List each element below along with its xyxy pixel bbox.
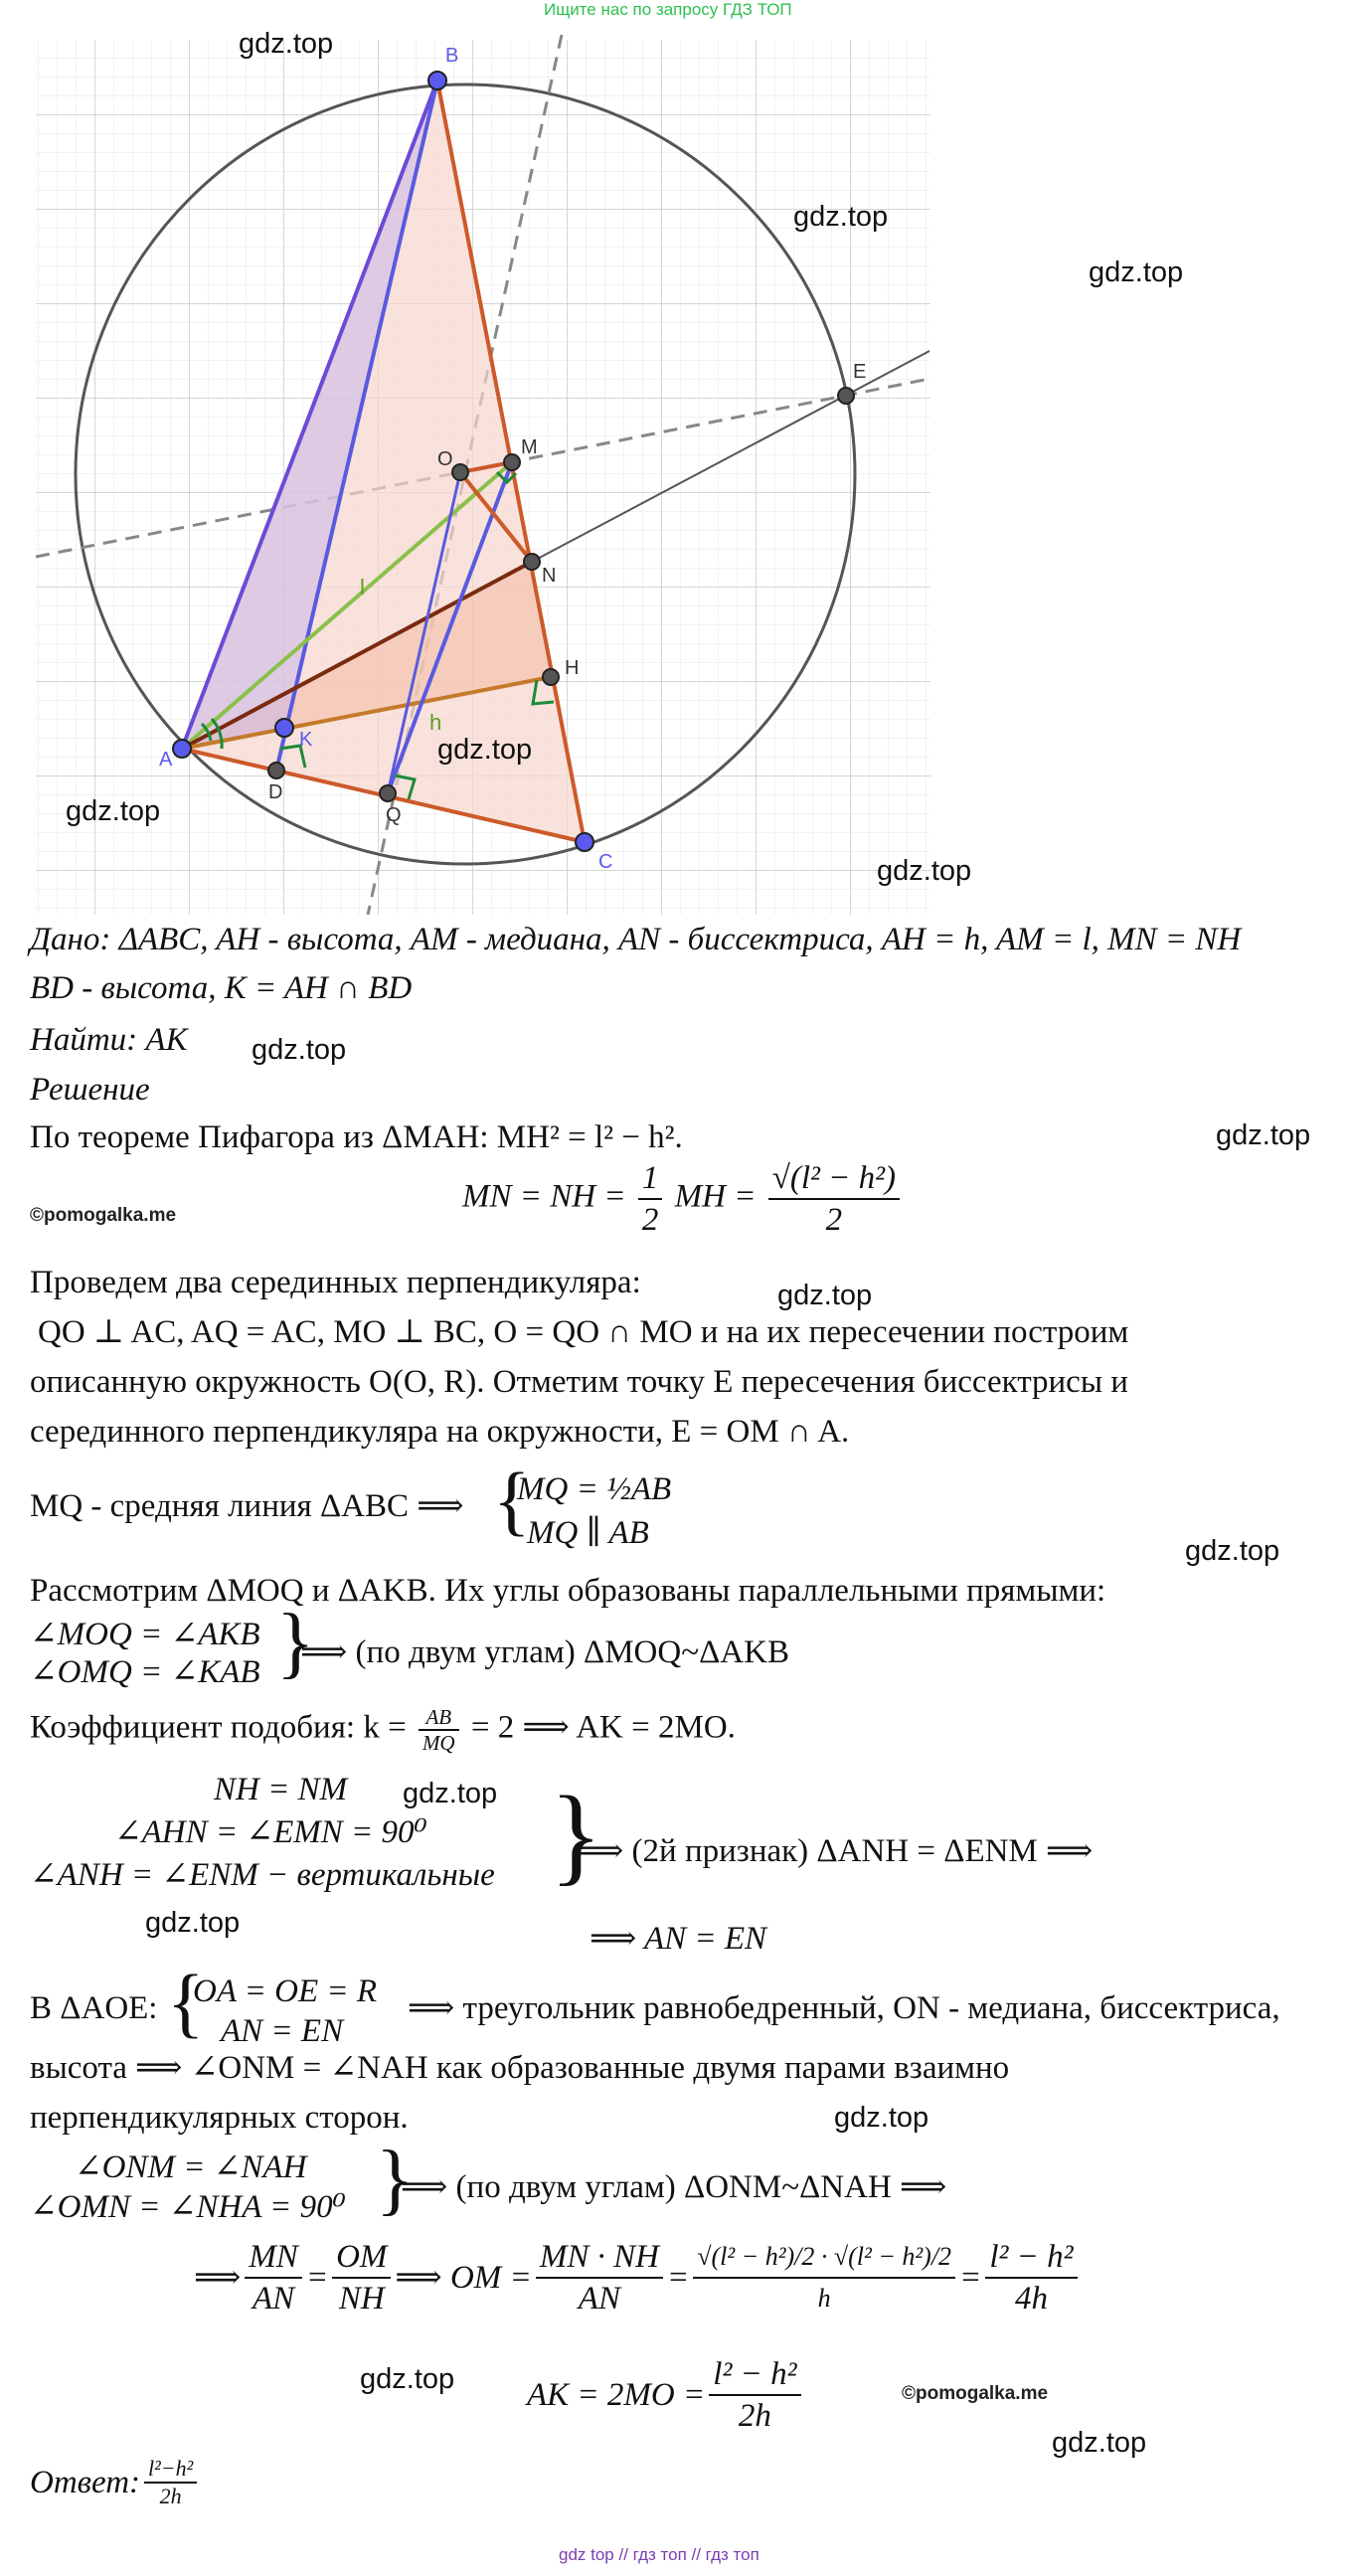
- label-E: E: [853, 361, 867, 383]
- step-perp-1: QO ⊥ AC, AQ = AC, MO ⊥ BC, O = QO ∩ MO и на их пересечении построим: [38, 1314, 1129, 1350]
- label-B: B: [445, 45, 459, 67]
- copyright-mark: ©pomogalka.me: [30, 1205, 177, 1226]
- find-line: [30, 1020, 188, 1060]
- onm-row-1: ∠ONM = ∠NAH: [75, 2149, 307, 2185]
- given-line-2: BD - высота, K = AH ∩ BD: [30, 970, 413, 1006]
- point-C: [576, 833, 593, 851]
- brace: {: [167, 1959, 205, 2045]
- watermark: gdz.top: [1185, 1535, 1280, 1567]
- sqrt-fraction: $\frac{\text{√(l² − h²)}}{2}$: [768, 1158, 900, 1240]
- label-H: H: [565, 657, 580, 679]
- cong-row-3: ∠ANH = ∠ENM − вертикальные: [30, 1857, 495, 1893]
- aoe-pre: В ΔAOE:: [30, 1990, 158, 2026]
- half-fraction: $\frac{1}{2}$: [638, 1158, 663, 1240]
- watermark: gdz.top: [793, 201, 889, 233]
- answer-label: Ответ: [30, 2465, 130, 2500]
- angles-row-1: ∠MOQ = ∠AKB: [30, 1617, 260, 1652]
- watermark: gdz.top: [252, 1034, 347, 1066]
- answer-fraction: $\frac{\text{l²−h²}}{2h}$: [144, 2456, 197, 2509]
- brace: }: [276, 1599, 315, 1686]
- fraction-om-nh: $\frac{OM}{NH}$: [332, 2237, 391, 2318]
- step-similarity: [30, 1705, 736, 1755]
- geometry-figure: [0, 20, 954, 915]
- watermark: gdz.top: [403, 1778, 498, 1809]
- point-A: [173, 740, 191, 758]
- watermark: gdz.top: [777, 1280, 873, 1311]
- label-C: C: [598, 851, 613, 873]
- answer-line: Ответ : $\frac{\text{l²−h²}}{2h}$: [30, 2456, 201, 2509]
- mn-nh-mid: MH =: [674, 1178, 757, 1215]
- aoe-row-2: AN = EN: [221, 2013, 344, 2049]
- angles-rhs: ⟹ (по двум углам) ΔMOQ~ΔAKB: [300, 1634, 789, 1670]
- cong-next: ⟹ AN = EN: [590, 1921, 767, 1957]
- copyright-mark: ©pomogalka.me: [902, 2383, 1049, 2404]
- cong-row-2: ∠AHN = ∠EMN = 90⁰: [114, 1814, 427, 1850]
- step-perp-sides: перпендикулярных сторон.: [30, 2100, 409, 2136]
- point-M: [504, 454, 520, 470]
- step-perp-intro: Проведем два серединных перпендикуляра:: [30, 1265, 641, 1300]
- point-D: [268, 763, 284, 778]
- watermark: gdz.top: [145, 1907, 241, 1939]
- point-B: [428, 72, 446, 89]
- fraction-ak: $\frac{\text{l² − h²}}{2h}$: [709, 2354, 800, 2436]
- watermark: gdz.top: [1216, 1119, 1311, 1151]
- midline-row-1: MQ = ½AB: [517, 1471, 672, 1507]
- watermark: gdz.top: [1052, 2427, 1147, 2459]
- step-consider: Рассмотрим ΔMOQ и ΔAKB. Их углы образованы параллельными прямыми:: [30, 1573, 1106, 1609]
- given-line-1: [30, 920, 1241, 959]
- fraction-product-h: $\frac{\text{√(l² − h²)/2 · √(l² − h²)/2}}{h}$: [693, 2237, 955, 2318]
- watermark: gdz.top: [877, 855, 972, 887]
- watermark: gdz.top: [239, 28, 334, 60]
- label-K: K: [299, 729, 313, 751]
- aoe-row-1: OA = OE = R: [193, 1974, 378, 2009]
- brace: }: [376, 2136, 415, 2223]
- find-value: : AK: [126, 1022, 188, 1058]
- point-N: [524, 554, 540, 570]
- step-mn-nh: [462, 1158, 904, 1240]
- given-text: : ΔABC, AH - высота, AM - медиана, AN - биссектриса, AH = h, AM = l, MN = NH: [99, 922, 1242, 957]
- watermark: gdz.top: [834, 2102, 929, 2134]
- midline-row-2: MQ ∥ AB: [527, 1515, 649, 1551]
- brace: {: [493, 1457, 531, 1543]
- fraction-result: $\frac{\text{l² − h²}}{4h}$: [985, 2237, 1077, 2318]
- label-l: l: [360, 575, 365, 600]
- label-Q: Q: [386, 804, 402, 826]
- point-E: [838, 388, 854, 404]
- label-O: O: [437, 448, 453, 470]
- angles-row-2: ∠OMQ = ∠KAB: [30, 1654, 260, 1690]
- step-height: высота ⟹ ∠ONM = ∠NAH как образованные двумя парами взаимно: [30, 2050, 1010, 2086]
- label-h: h: [429, 710, 442, 735]
- similarity-pre: Коэффициент подобия: k =: [30, 1709, 407, 1746]
- watermark: gdz.top: [360, 2363, 455, 2395]
- watermark: gdz.top: [66, 795, 161, 827]
- watermark: gdz.top: [1089, 257, 1184, 288]
- label-A: A: [159, 749, 173, 771]
- cong-row-1: NH = NM: [214, 1772, 348, 1807]
- label-M: M: [521, 436, 538, 458]
- point-O: [452, 464, 468, 480]
- watermark: gdz.top: [437, 734, 533, 766]
- similarity-post: = 2 ⟹ AK = 2MO.: [470, 1709, 736, 1746]
- step-pythagoras: По теореме Пифагора из ΔMAH: MH² = l² − h².: [30, 1119, 683, 1155]
- step-perp-3: серединного перпендикуляра на окружности, E = OM ∩ A.: [30, 1414, 850, 1450]
- onm-row-2: ∠OMN = ∠NHA = 90⁰: [30, 2189, 346, 2225]
- fraction-mn-an: $\frac{MN}{AN}$: [245, 2237, 302, 2318]
- point-K: [275, 719, 293, 737]
- step-om-derivation: ⟹ $\frac{MN}{AN}$ = $\frac{OM}{NH}$ ⟹ OM = $\frac{MN \cdot NH}{AN}$ = $\frac{\text{√(l² − h²)/2 · √(l² − h²)/2}}{h}$ = $\frac{\text{l² − h²}}{4h}$: [194, 2237, 1082, 2318]
- midline-lhs: MQ - средняя линия ΔABC ⟹: [30, 1488, 464, 1524]
- aoe-post: ⟹ треугольник равнобедренный, ON - медиана, биссектриса,: [408, 1990, 1280, 2026]
- cong-rhs: ⟹ (2й признак) ΔANH = ΔENM ⟹: [577, 1833, 1094, 1869]
- fraction-mnnh-an: $\frac{MN \cdot NH}{AN}$: [536, 2237, 663, 2318]
- point-H: [543, 669, 559, 685]
- find-label: Найти: [30, 1022, 127, 1058]
- mn-nh-lhs: MN = NH =: [462, 1178, 626, 1215]
- onm-rhs: ⟹ (по двум углам) ΔONM~ΔNAH ⟹: [401, 2169, 947, 2205]
- brace: }: [550, 1774, 602, 1895]
- step-ak: AK = 2MO = $\frac{\text{l² − h²}}{2h}$: [527, 2354, 805, 2436]
- similarity-fraction: $\frac{AB}{MQ}$: [419, 1705, 459, 1755]
- solution-label: Решение: [30, 1072, 150, 1108]
- step-perp-2: описанную окружность O(O, R). Отметим точку E пересечения биссектрисы и: [30, 1364, 1128, 1400]
- label-N: N: [542, 565, 557, 587]
- top-banner: Ищите нас по запросу ГДЗ ТОП: [544, 0, 792, 19]
- label-D: D: [268, 781, 283, 803]
- given-label: Дано: [30, 922, 100, 957]
- point-Q: [380, 785, 396, 801]
- footer-links[interactable]: gdz top // гдз топ // гдз топ: [559, 2545, 759, 2564]
